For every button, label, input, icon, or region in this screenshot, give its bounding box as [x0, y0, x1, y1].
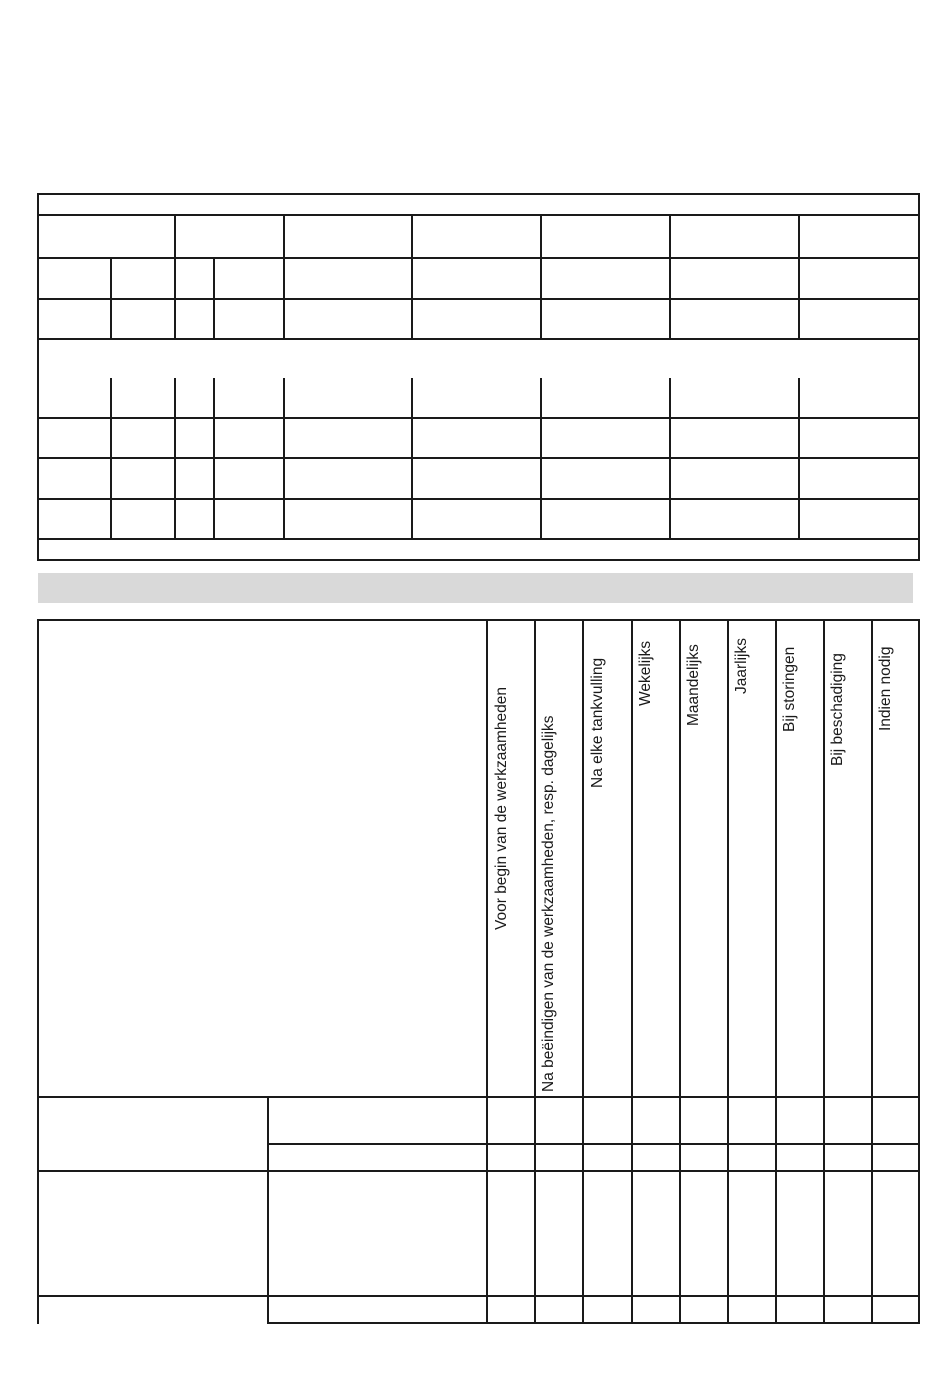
spec-vline	[798, 378, 800, 538]
spec-hline	[37, 498, 920, 500]
maint-row-line	[37, 1295, 920, 1297]
spec-hline	[37, 538, 920, 540]
spec-vline	[669, 378, 671, 538]
spec-vline	[110, 378, 112, 538]
spec-vline	[283, 378, 285, 538]
spec-hline	[37, 214, 920, 216]
maint-col-line	[775, 619, 777, 1324]
maint-col-line	[534, 619, 536, 1324]
column-header-yearly: Jaarlijks	[733, 638, 750, 694]
maint-right-border	[918, 619, 920, 1324]
spec-vline	[213, 378, 215, 538]
maint-row-line	[37, 1170, 920, 1172]
column-header-monthly: Maandelijks	[685, 644, 702, 726]
column-header-after-refuel: Na elke tankvulling	[589, 657, 606, 788]
spec-vline	[174, 378, 176, 538]
column-header-malfunction: Bij storingen	[781, 646, 798, 732]
maint-col-line	[631, 619, 633, 1324]
maint-row-line	[267, 1322, 920, 1324]
spec-hline	[37, 417, 920, 419]
spec-hline	[37, 257, 920, 259]
maint-left-border	[37, 619, 39, 1324]
maint-top-border	[37, 619, 920, 621]
spec-vline	[411, 378, 413, 538]
spec-vline	[213, 257, 215, 338]
maint-col-line	[582, 619, 584, 1324]
column-header-damage: Bij beschadiging	[829, 653, 846, 766]
maint-col-line	[486, 619, 488, 1324]
maint-row-line	[37, 1096, 920, 1098]
spec-vline	[283, 214, 285, 338]
spec-hline	[37, 338, 920, 340]
column-header-if-needed: Indien nodig	[877, 646, 894, 731]
maint-col-line	[871, 619, 873, 1324]
spec-vline	[798, 214, 800, 338]
maint-col-line	[267, 1097, 269, 1324]
section-heading-band	[38, 573, 913, 603]
spec-hline	[37, 298, 920, 300]
column-header-before-work: Voor begin van de werkzaamheden	[493, 687, 510, 930]
spec-vline	[540, 378, 542, 538]
spec-table-border	[37, 193, 920, 561]
spec-vline	[540, 214, 542, 338]
spec-hline	[37, 457, 920, 459]
column-header-after-work-daily: Na beëindigen van de werkzaamheden, resp. dagelijks	[540, 715, 557, 1092]
spec-vline	[110, 257, 112, 338]
spec-vline	[669, 214, 671, 338]
maint-row-line	[267, 1143, 920, 1145]
spec-vline	[411, 214, 413, 338]
column-header-weekly: Wekelijks	[637, 640, 654, 706]
maint-col-line	[727, 619, 729, 1324]
maint-col-line	[679, 619, 681, 1324]
spec-vline	[174, 214, 176, 338]
maint-col-line	[823, 619, 825, 1324]
